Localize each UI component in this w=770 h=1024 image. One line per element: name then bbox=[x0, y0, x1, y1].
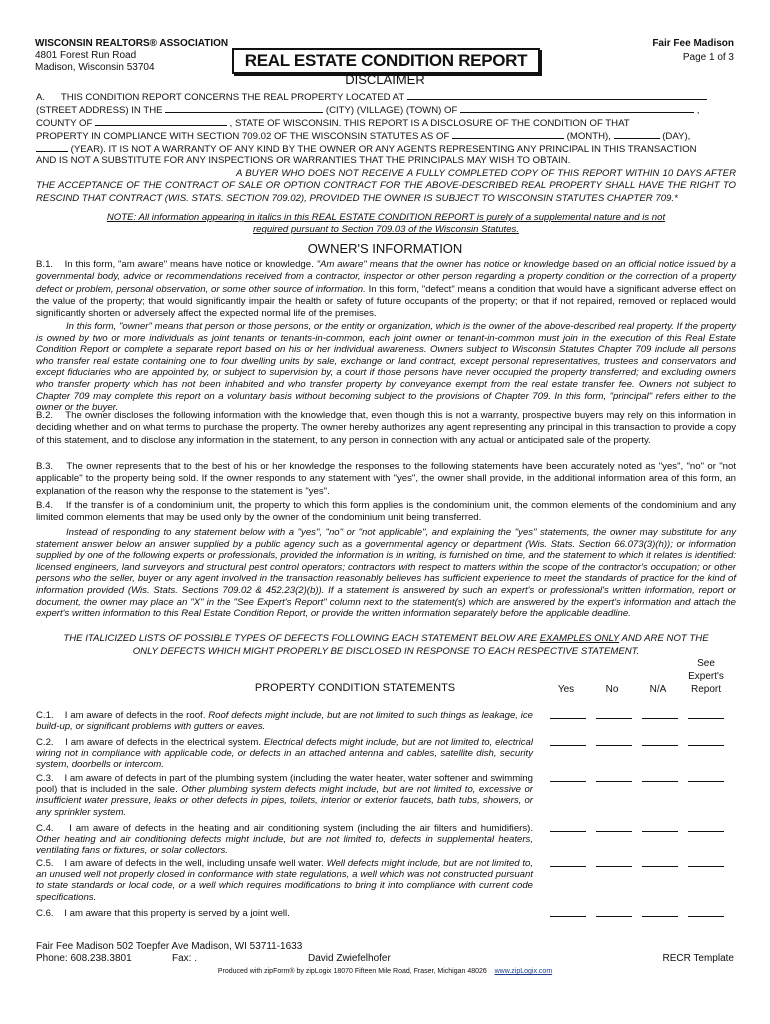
see-expert-header-line3: Report bbox=[690, 684, 721, 695]
section-b2-label: B.2. bbox=[36, 410, 54, 421]
section-a-label: A. bbox=[36, 92, 46, 103]
section-b2-text: The owner discloses the following information with the knowledge that, even though this is not a warranty, prospective buyers may rely on this information in deciding whether and on what terms to purchase the property. The owner hereby authorizes any agent representing any principal in this transaction to provide a copy of this statement, and to disclose any information in the statement, to any person in connection with any actual or anticipated sale of the property. bbox=[36, 410, 736, 446]
section-a-text3a: COUNTY OF bbox=[36, 118, 93, 129]
produced-with-text: Produced with zipForm® by zipLogix 18070 Fifteen Mile Road, Fraser, Michigan 48026 bbox=[217, 968, 487, 975]
municipality-field[interactable] bbox=[460, 103, 694, 113]
expert-substitution-paragraph: Instead of responding to any statement below with a "yes", "no" or "not applicable", and explaining the "yes" statements, the owner may substitute for any statement answer below an answer supplied by a public agency such as a governmental agency or department (Wis. Stats. Section 66.073(3)(h)); or information supplied by one of the following experts or professionals, provided the information is in writing, is furnished on time, and the statement to which it relates is identified: licensed engineers, land surveyors and structural pest control operators; contractors with respect to matters within the scope of the contractor's occupation; or other persons who the seller, buyer or any agent involved in the transaction reasonably believes has sufficient experience to meet the standards of practice for the kind of information provided (Wis. Stats. Sections 709.02 & 452.23(2)(b)). If a statement is answered by such an expert's or professional's written information, report or document, the owner may place an "X" in the "See Expert's Report" column next to the statement(s) which are answered by the expert's information and attach the expert's written information to this Real Estate Condition Report, or provide the written information separately before the applicable deadline. bbox=[36, 527, 736, 620]
section-a-text5: (YEAR). IT IS NOT A WARRANTY OF ANY KIND BY THE OWNER OR ANY AGENTS REPRESENTING ANY PRINCIPAL IN THIS TRANSACTION bbox=[70, 144, 697, 155]
section-b3 bbox=[36, 461, 736, 498]
na-column-header: N/A bbox=[649, 684, 667, 695]
section-b1 bbox=[36, 259, 736, 320]
ziplogix-link[interactable]: www.zipLogix.com bbox=[494, 968, 553, 975]
see-expert-report-column-header bbox=[676, 657, 736, 696]
statement-text: I am aware of defects in the roof. bbox=[64, 710, 206, 721]
italics-note-line2: required pursuant to Section 709.03 of the Wisconsin Statutes. bbox=[252, 224, 520, 235]
section-a-text4c: (DAY), bbox=[662, 131, 691, 142]
examples-only-text: EXAMPLES ONLY bbox=[539, 633, 620, 644]
section-a-text3b: , STATE OF WISCONSIN. THIS REPORT IS A DISCLOSURE OF THE CONDITION OF THAT bbox=[229, 118, 630, 129]
statement-label: C.1. bbox=[36, 710, 54, 721]
org-name: WISCONSIN REALTORS® ASSOCIATION bbox=[35, 38, 229, 49]
org-address-line2: Madison, Wisconsin 53704 bbox=[35, 62, 155, 73]
section-a-text2a: (STREET ADDRESS) IN THE bbox=[36, 105, 163, 116]
statement-text: I am aware of defects in the well, including unsafe well water. bbox=[64, 858, 324, 869]
month-field[interactable] bbox=[452, 129, 564, 139]
section-a-line2: (STREET ADDRESS) IN THE (CITY) (VILLAGE) (TOWN) OF , bbox=[36, 105, 700, 116]
c4-na-blank[interactable] bbox=[642, 831, 678, 832]
statement-label: C.4. bbox=[36, 823, 54, 834]
section-b2 bbox=[36, 410, 736, 447]
c4-yes-blank[interactable] bbox=[550, 831, 586, 832]
statement-c6 bbox=[36, 908, 533, 919]
c3-yes-blank[interactable] bbox=[550, 781, 586, 782]
c5-no-blank[interactable] bbox=[596, 866, 632, 867]
c2-yes-blank[interactable] bbox=[550, 745, 586, 746]
company-name: Fair Fee Madison bbox=[652, 38, 734, 49]
footer-fax: Fax: . bbox=[172, 953, 198, 964]
c5-yes-blank[interactable] bbox=[550, 866, 586, 867]
section-b1-label: B.1. bbox=[36, 259, 54, 270]
section-b3-text: The owner represents that to the best of his or her knowledge the responses to the following statements have been accurately noted as "yes", "no" or "not applicable" to the property being sold. If the owner responds to any statement with "yes", the owner shall provide, in the additional information area of this form, an explanation of the reason why the response to the statement is "yes". bbox=[36, 461, 736, 497]
c2-no-blank[interactable] bbox=[596, 745, 632, 746]
yes-column-header: Yes bbox=[557, 684, 575, 695]
italic-lists-text1a: THE ITALICIZED LISTS OF POSSIBLE TYPES OF DEFECTS FOLLOWING EACH STATEMENT BELOW ARE bbox=[63, 633, 540, 644]
section-b1-text2: In this form, "defect" means a condition that would have a significant adverse effect on the value of the property; that would significantly impair the health or safety of future occupants of the property; or that if not repaired, removed or replaced would significantly shorten or adversely affect the expected normal life of the premises. bbox=[36, 283, 736, 320]
no-column-header: No bbox=[605, 684, 619, 695]
statement-text: I am aware of defects in the heating and air conditioning system (including the air filters and humidifiers). bbox=[69, 823, 534, 834]
statement-c1 bbox=[36, 710, 533, 732]
c6-yes-blank[interactable] bbox=[550, 916, 586, 917]
statement-text: I am aware of defects in part of the plumbing system (including the water heater, water softener and swimming pool) that is included in the sale. bbox=[36, 773, 533, 796]
see-expert-header-line2: Expert's bbox=[688, 671, 724, 682]
statements-column-header: PROPERTY CONDITION STATEMENTS bbox=[254, 682, 456, 694]
statement-c4 bbox=[36, 823, 533, 857]
c4-no-blank[interactable] bbox=[596, 831, 632, 832]
c2-expert-blank[interactable] bbox=[688, 745, 724, 746]
section-a-line6: AND IS NOT A SUBSTITUTE FOR ANY INSPECTIONS OR WARRANTIES THAT THE PRINCIPALS MAY WISH TO OBTAIN. bbox=[36, 155, 571, 166]
section-b3-label: B.3. bbox=[36, 461, 54, 472]
statement-label: C.3. bbox=[36, 773, 54, 784]
page-number: Page 1 of 3 bbox=[682, 52, 734, 63]
italic-lists-line1 bbox=[36, 633, 736, 645]
footer-produced-with bbox=[0, 968, 770, 975]
c5-expert-blank[interactable] bbox=[688, 866, 724, 867]
form-title: REAL ESTATE CONDITION REPORT bbox=[232, 48, 540, 74]
c2-na-blank[interactable] bbox=[642, 745, 678, 746]
section-b4-label: B.4. bbox=[36, 500, 54, 511]
section-b1-text1: In this form, "am aware" means have notice or knowledge. bbox=[64, 259, 314, 270]
statement-examples: Other plumbing system defects might include, but are not limited to, excessive or insufficient water pressure, leaks or other defects in pipes, toilets, interior or exterior faucets, bath tubs, showers, or any sprinkler system. bbox=[36, 784, 533, 818]
statement-c3 bbox=[36, 773, 533, 818]
italic-lists-line2: ONLY DEFECTS WHICH MIGHT PROPERLY BE DISCLOSED IN RESPONSE TO EACH RESPECTIVE STATEMENT. bbox=[132, 646, 640, 657]
section-a-text1: THIS CONDITION REPORT CONCERNS THE REAL PROPERTY LOCATED AT bbox=[60, 92, 405, 103]
street-address-field[interactable] bbox=[407, 90, 707, 100]
year-field[interactable] bbox=[36, 142, 68, 152]
c6-na-blank[interactable] bbox=[642, 916, 678, 917]
owner-definition: In this form, "owner" means that person or those persons, or the entity or organization, which is the owner of the above-described real property. If the property is owned by two or more individuals as joint tenants or tenants-in-common, each joint owner or tenant-in-common must join in the execution of this Real Estate Condition Report or complete a separate report based on his or her individual awareness. Owners subject to Wisconsin Statutes Chapter 709 include all persons who transfer real estate containing one to four dwelling units by sale, exchange or land contract, except personal representatives, trustees and conservators and except fiduciaries who are appointed by, or subject to supervision by, a court if those persons have never occupied the property transferred; and excluding owners who transfer property which has not been inhabited and who transfer property by conveyance exempt from the real estate transfer fee. Owners not subject to Chapter 709 may complete this report on a voluntary basis without becoming subject to the provisions of Chapter 709. In this form, "principal" refers either to the owner or the buyer. bbox=[36, 321, 736, 414]
county-field[interactable] bbox=[95, 116, 227, 126]
section-b4 bbox=[36, 500, 736, 525]
statement-label: C.5. bbox=[36, 858, 54, 869]
owner-info-heading: OWNER'S INFORMATION bbox=[307, 241, 463, 256]
section-a-text2b: (CITY) (VILLAGE) (TOWN) OF bbox=[325, 105, 458, 116]
italics-note-line1: NOTE: All information appearing in italics in this REAL ESTATE CONDITION REPORT is purely of a supplemental nature and is not bbox=[106, 212, 666, 223]
footer-template-name: RECR Template bbox=[662, 953, 734, 964]
statement-examples: Well defects might include, but are not limited to, an unused well not properly closed in conformance with state regulations, a well which was not constructed pursuant to state standards or local code, or a well which requires modifications to bring it into compliance with current code specifications. bbox=[36, 858, 533, 903]
statement-examples: Electrical defects might include, but are not limited to, electrical wiring not in compliance with applicable code, or defects in an attached antenna and cables, satellite dish, security system, doorbells or intercom. bbox=[36, 737, 534, 771]
footer-office-address: Fair Fee Madison 502 Toepfer Ave Madison, WI 53711-1633 bbox=[36, 941, 303, 952]
c6-expert-blank[interactable] bbox=[688, 916, 724, 917]
c1-na-blank[interactable] bbox=[642, 718, 678, 719]
c1-no-blank[interactable] bbox=[596, 718, 632, 719]
statement-label: C.2. bbox=[36, 737, 54, 748]
statement-examples: Other heating and air conditioning defects might include, but are not limited to, defects in supplemental heaters, ventilating fans or fixtures, or solar collectors. bbox=[36, 834, 533, 857]
c3-expert-blank[interactable] bbox=[688, 781, 724, 782]
statement-examples: Roof defects might include, but are not limited to such things as leakage, ice build-up, or significant problems with gutters or eaves. bbox=[36, 710, 533, 733]
c6-no-blank[interactable] bbox=[596, 916, 632, 917]
footer-phone: Phone: 608.238.3801 bbox=[36, 953, 132, 964]
c1-yes-blank[interactable] bbox=[550, 718, 586, 719]
buyer-rescind-notice: A BUYER WHO DOES NOT RECEIVE A FULLY COMPLETED COPY OF THIS REPORT WITHIN 10 DAYS AFTER THE ACCEPTANCE OF THE CONTRACT OF SALE OR OPTION CONTRACT FOR THE ABOVE-DESCRIBED REAL PROPERTY SHALL HAVE THE RIGHT TO RESCIND THAT CONTRACT (WIS. STATS. SECTION 709.02), PROVIDED THE OWNER IS SUBJECT TO WISCONSIN STATUTES CHAPTER 709.* bbox=[36, 168, 736, 204]
c5-na-blank[interactable] bbox=[642, 866, 678, 867]
c3-no-blank[interactable] bbox=[596, 781, 632, 782]
italic-lists-text1c: AND ARE NOT THE bbox=[619, 633, 709, 644]
footer-agent-name: David Zwiefelhofer bbox=[308, 953, 391, 964]
see-expert-header-line1: See bbox=[697, 658, 715, 669]
org-address-line1: 4801 Forest Run Road bbox=[35, 50, 137, 61]
statement-text: I am aware of defects in the electrical system. bbox=[65, 737, 261, 748]
c1-expert-blank[interactable] bbox=[688, 718, 724, 719]
city-field[interactable] bbox=[165, 103, 323, 113]
c3-na-blank[interactable] bbox=[642, 781, 678, 782]
disclaimer-heading: DISCLAIMER bbox=[345, 72, 425, 87]
section-a-text4b: (MONTH), bbox=[566, 131, 611, 142]
statement-c5 bbox=[36, 858, 533, 903]
section-a-text4a: PROPERTY IN COMPLIANCE WITH SECTION 709.02 OF THE WISCONSIN STATUTES AS OF bbox=[36, 131, 450, 142]
section-b4-text: If the transfer is of a condominium unit, the property to which this form applies is the condominium unit, the common elements of the condominium and any limited common elements that may be used only by the owner of the condominium unit being transferred. bbox=[36, 500, 736, 524]
statement-c2 bbox=[36, 737, 533, 771]
statement-text: I am aware that this property is served by a joint well. bbox=[64, 908, 290, 919]
day-field[interactable] bbox=[614, 129, 660, 139]
c4-expert-blank[interactable] bbox=[688, 831, 724, 832]
section-b1-italic: "Am aware" means that the owner has notice or knowledge based on an official notice issued by a governmental body, advice or recommendations received from a contractor, inspector or other person regarding a property condition or the correction of a property defect or problem, personal observation, or some other source of information. bbox=[36, 259, 736, 295]
statement-label: C.6. bbox=[36, 908, 54, 919]
